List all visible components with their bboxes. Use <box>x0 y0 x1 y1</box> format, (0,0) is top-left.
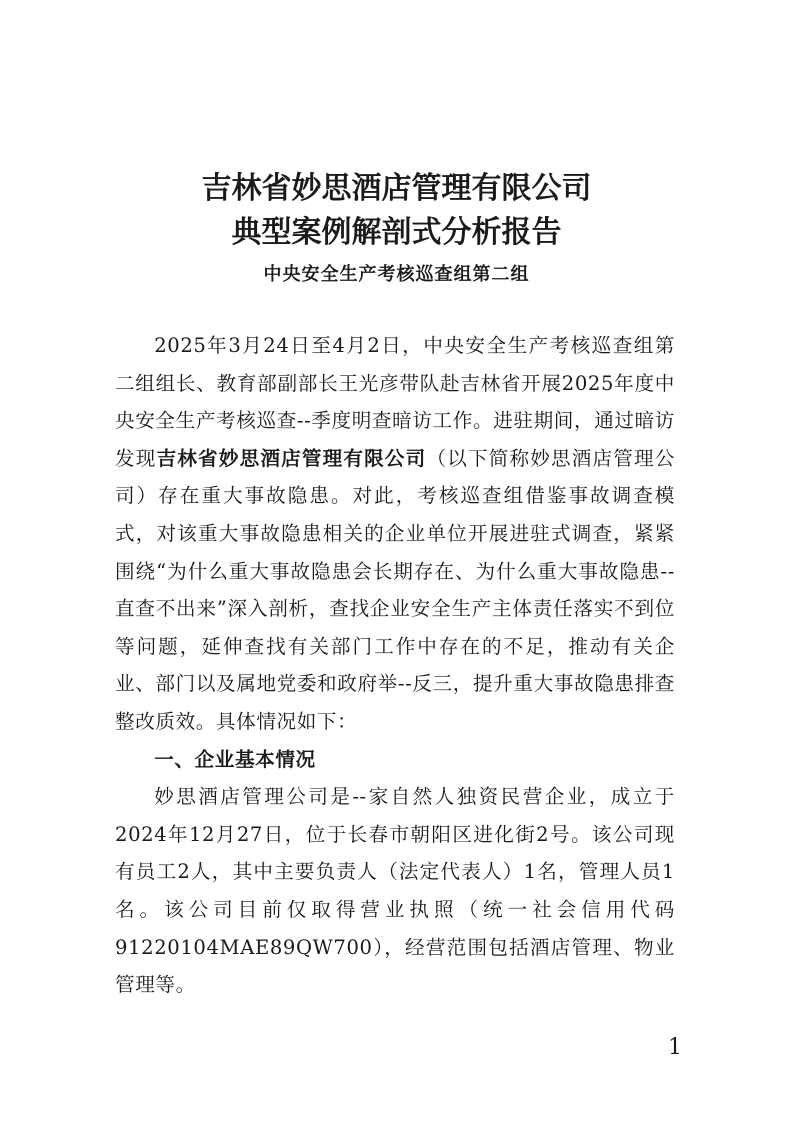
report-body <box>115 327 675 1004</box>
section-1-paragraph: 妙思酒店管理公司是--家自然人独资民营企业，成立于2024年12月27日，位于长春市朝阳区进化街2号。该公司现有员工2人，其中主要负责人（法定代表人）1名，管理人员1名。该公司目前仅取得营业执照（统一社会信用代码91220104MAE89QW700），经营范围包括酒店管理、物业管理等。 <box>115 785 675 997</box>
report-title-line2: 典型案例解剖式分析报告 <box>231 215 562 250</box>
page-number: 1 <box>668 1035 682 1060</box>
company-name-bold: 吉林省妙思酒店管理有限公司 <box>156 446 427 470</box>
intro-text-part2: （以下简称妙思酒店管理公司）存在重大事故隐患。对此，考核巡查组借鉴事故调查模式，对该重大事故隐患相关的企业单位开展进驻式调查，紧紧围绕“为什么重大事故隐患会长期存在、为什么重大事故隐患--直查不出来”深入剖析，查找企业安全生产主体责任落实不到位等问题，延伸查找有关部门工作中存在的不足，推动有关企业、部门以及属地党委和政府举--反三，提升重大事故隐患排查整改质效。具体情况如下： <box>115 446 676 733</box>
report-subtitle: 中央安全生产考核巡查组第二组 <box>263 264 530 285</box>
intro-paragraph <box>115 327 675 741</box>
intro-text-part1: 2025年3月24日至4月2日，中央安全生产考核巡查组第二组组长、教育部副部长王光彦带队赴吉林省开展2025年度中央安全生产考核巡查--季度明查暗访工作。进驻期间，通过暗访发现 <box>115 334 675 470</box>
section-heading-1: 一、企业基本情况 <box>154 747 316 771</box>
report-title-line1: 吉林省妙思酒店管理有限公司 <box>201 171 592 206</box>
